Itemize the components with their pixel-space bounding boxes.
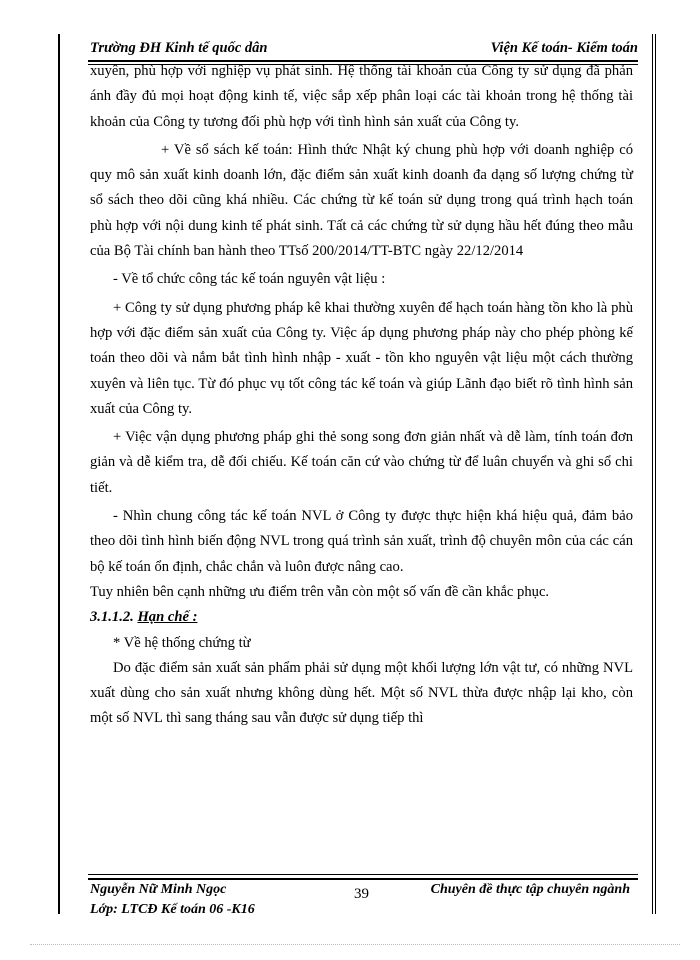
page-number: 39 <box>354 886 369 902</box>
footer-rule-thin <box>88 874 638 875</box>
paragraph-however: Tuy nhiên bên cạnh những ưu điểm trên vẫn còn một số vấn đề cần khắc phục. <box>90 583 550 600</box>
section-heading-text: Hạn chế : <box>137 609 198 626</box>
footer-topic: Chuyên đề thực tập chuyên ngành <box>430 882 630 897</box>
footer-author: Nguyễn Nữ Minh Ngọc <box>90 882 227 897</box>
section-heading-number: 3.1.1.2. <box>90 609 138 626</box>
paragraph-bookkeeping: + Về sổ sách kế toán: Hình thức Nhật ký chung phù hợp với doanh nghiệp có quy mô sản xuất kinh doanh lớn, đặc điểm sản xuất kinh doanh đa dạng số lượng chứng từ sổ sách theo dõi cũng khá nhiều. Các chứng từ kế toán sử dụng trong quá trình hạch toán phù hợp với nội dung kinh tế phát sinh. Tất cả các chứng từ sử dụng hầu hết đúng theo mẫu của Bộ Tài chính ban hành theo TTsố 200/2014/TT-BTC ngày 22/12/2014 <box>90 141 633 260</box>
footer-class: Lớp: LTCĐ Kế toán 06 -K16 <box>90 902 255 917</box>
paragraph-perpetual-method: + Công ty sử dụng phương pháp kê khai thường xuyên để hạch toán hàng tồn kho là phù hợp với đặc điểm sản xuất của Công ty. Việc áp dụng phương pháp này cho phép phòng kế toán theo dõi và nắm bắt tình hình nhập - xuất - tồn kho nguyên vật liệu một cách thường xuyên và liên tục. Từ đó phục vụ tốt công tác kế toán và giúp Lãnh đạo biết rõ tình hình sản xuất của Công ty. <box>90 299 633 417</box>
section-heading <box>90 605 633 630</box>
paragraph-documents-title: * Về hệ thống chứng từ <box>113 634 251 651</box>
header-school: Trường ĐH Kinh tế quốc dân <box>90 40 268 56</box>
paragraph-materials-limitation: Do đặc điểm sản xuất sản phẩm phải sử dụng một khối lượng lớn vật tư, có những NVL xuất dùng cho sản xuất nhưng không dùng hết. Một số NVL thừa được nhập lại kho, còn một số NVL thì sang tháng sau vẫn được sử dụng tiếp thì <box>90 659 633 727</box>
document-body <box>90 59 633 732</box>
paragraph-parallel-cards: + Việc vận dụng phương pháp ghi thẻ song song đơn giản nhất và dễ làm, tính toán đơn giản và dễ kiểm tra, dễ đối chiếu. Kế toán căn cứ vào chứng từ để luân chuyển và ghi sổ chi tiết. <box>90 429 633 496</box>
bottom-dotted-line <box>30 944 680 945</box>
paragraph-overall: - Nhìn chung công tác kế toán NVL ở Công ty được thực hiện khá hiệu quả, đảm bảo theo dõi tình hình biến động NVL trong quá trình sản xuất, trình độ chuyên môn của các cán bộ kế toán ổn định, chắc chắn và luôn được nâng cao. <box>90 508 633 575</box>
header-institute: Viện Kế toán- Kiểm toán <box>490 40 638 56</box>
paragraph-material-accounting-title: - Về tổ chức công tác kế toán nguyên vật liệu : <box>113 271 386 288</box>
footer-rule <box>88 878 638 880</box>
paragraph-account-system: xuyên, phù hợp với nghiệp vụ phát sinh. Hệ thống tài khoản của Công ty sử dụng đã phản ánh đầy đủ mọi hoạt động kinh tế, việc sắp xếp phân loại các tài khoản trong hệ thống tài khoản của Công ty tương đối phù hợp với tình hình sản xuất của Công ty. <box>90 63 633 130</box>
